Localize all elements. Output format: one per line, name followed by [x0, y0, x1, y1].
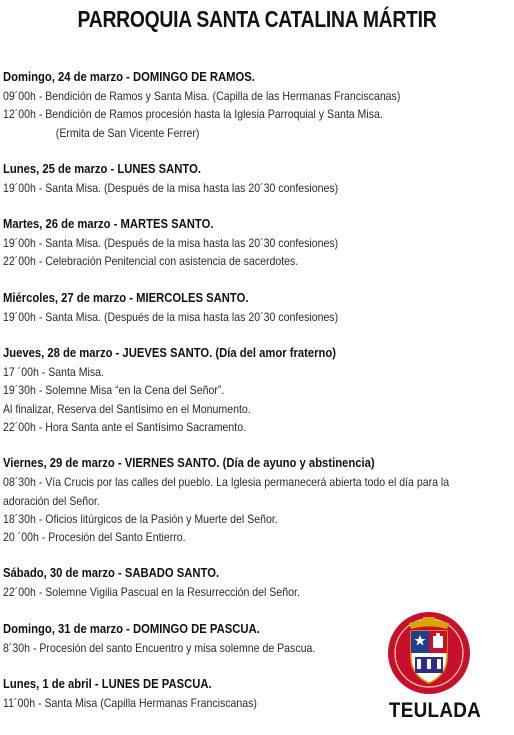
schedule-line: adoración del Señor. — [3, 493, 100, 508]
schedule-line: 22´00h - Celebración Penitencial con asistencia de sacerdotes. — [3, 254, 299, 269]
day-block — [3, 215, 508, 271]
day-block — [3, 454, 508, 546]
schedule-line: Al finalizar, Reserva del Santísimo en el Monumento. — [3, 401, 251, 416]
day-block — [3, 564, 508, 601]
day-heading: Jueves, 28 de marzo - JUEVES SANTO. (Día del amor fraterno) — [3, 346, 337, 361]
schedule-line: 09´00h - Bendición de Ramos y Santa Misa. (Capilla de las Hermanas Franciscanas) — [3, 89, 401, 103]
day-block — [3, 344, 508, 436]
schedule-line: 19´30h - Solemne Misa “en la Cena del Señor”. — [3, 383, 225, 398]
day-heading: Viernes, 29 de marzo - VIERNES SANTO. (Día de ayuno y abstinencia) — [3, 456, 375, 471]
schedule-line: 17 ´00h - Santa Misa. — [3, 365, 104, 380]
day-block — [3, 289, 508, 326]
schedule-line: 22´00h - Hora Santa ante el Santísimo Sacramento. — [3, 419, 247, 434]
schedule-line: 19´00h - Santa Misa. (Después de la misa hasta las 20´30 confesiones) — [3, 309, 339, 324]
schedule-line: 22´00h - Solemne Vigilia Pascual en la Resurrección del Señor. — [3, 585, 300, 600]
day-block — [3, 160, 508, 197]
day-heading: Lunes, 25 de marzo - LUNES SANTO. — [3, 161, 201, 176]
day-heading: Miércoles, 27 de marzo - MIERCOLES SANTO. — [3, 290, 249, 305]
schedule-line: 20 ´00h - Procesión del Santo Entierro. — [3, 530, 186, 545]
page-title: PARROQUIA SANTA CATALINA MÁRTIR — [77, 6, 437, 32]
schedule-line: 19´00h - Santa Misa. (Después de la misa hasta las 20´30 confesiones) — [3, 180, 339, 195]
schedule-line: 19´00h - Santa Misa. (Después de la misa hasta las 20´30 confesiones) — [3, 236, 339, 251]
town-name: TEULADA — [388, 699, 482, 722]
schedule-line: 8´30h - Procesión del santo Encuentro y misa solemne de Pascua. — [3, 640, 316, 655]
day-heading: Domingo, 31 de marzo - DOMINGO DE PASCUA. — [3, 621, 260, 636]
day-heading: Martes, 26 de marzo - MARTES SANTO. — [3, 217, 214, 232]
coat-of-arms-icon — [387, 611, 471, 695]
schedule-line: (Ermita de San Vicente Ferrer) — [55, 125, 200, 140]
schedule-line: 11´00h - Santa Misa (Capilla Hermanas Franciscanas) — [3, 696, 257, 711]
schedule-line: 12´00h - Bendición de Ramos procesión hasta la Iglesia Parroquial y Santa Misa. — [3, 107, 383, 122]
day-heading: Sábado, 30 de marzo - SABADO SANTO. — [3, 566, 220, 581]
schedule-line: 08´30h - Vía Crucis por las calles del pueblo. La Iglesia permanecerá abierta todo el día para la — [3, 475, 450, 490]
day-block — [3, 68, 508, 142]
schedule-line: 18´30h - Oficios litúrgicos de la Pasión y Muerte del Señor. — [3, 511, 278, 526]
day-heading: Lunes, 1 de abril - LUNES DE PASCUA. — [3, 677, 212, 692]
day-heading: Domingo, 24 de marzo - DOMINGO DE RAMOS. — [3, 70, 255, 84]
